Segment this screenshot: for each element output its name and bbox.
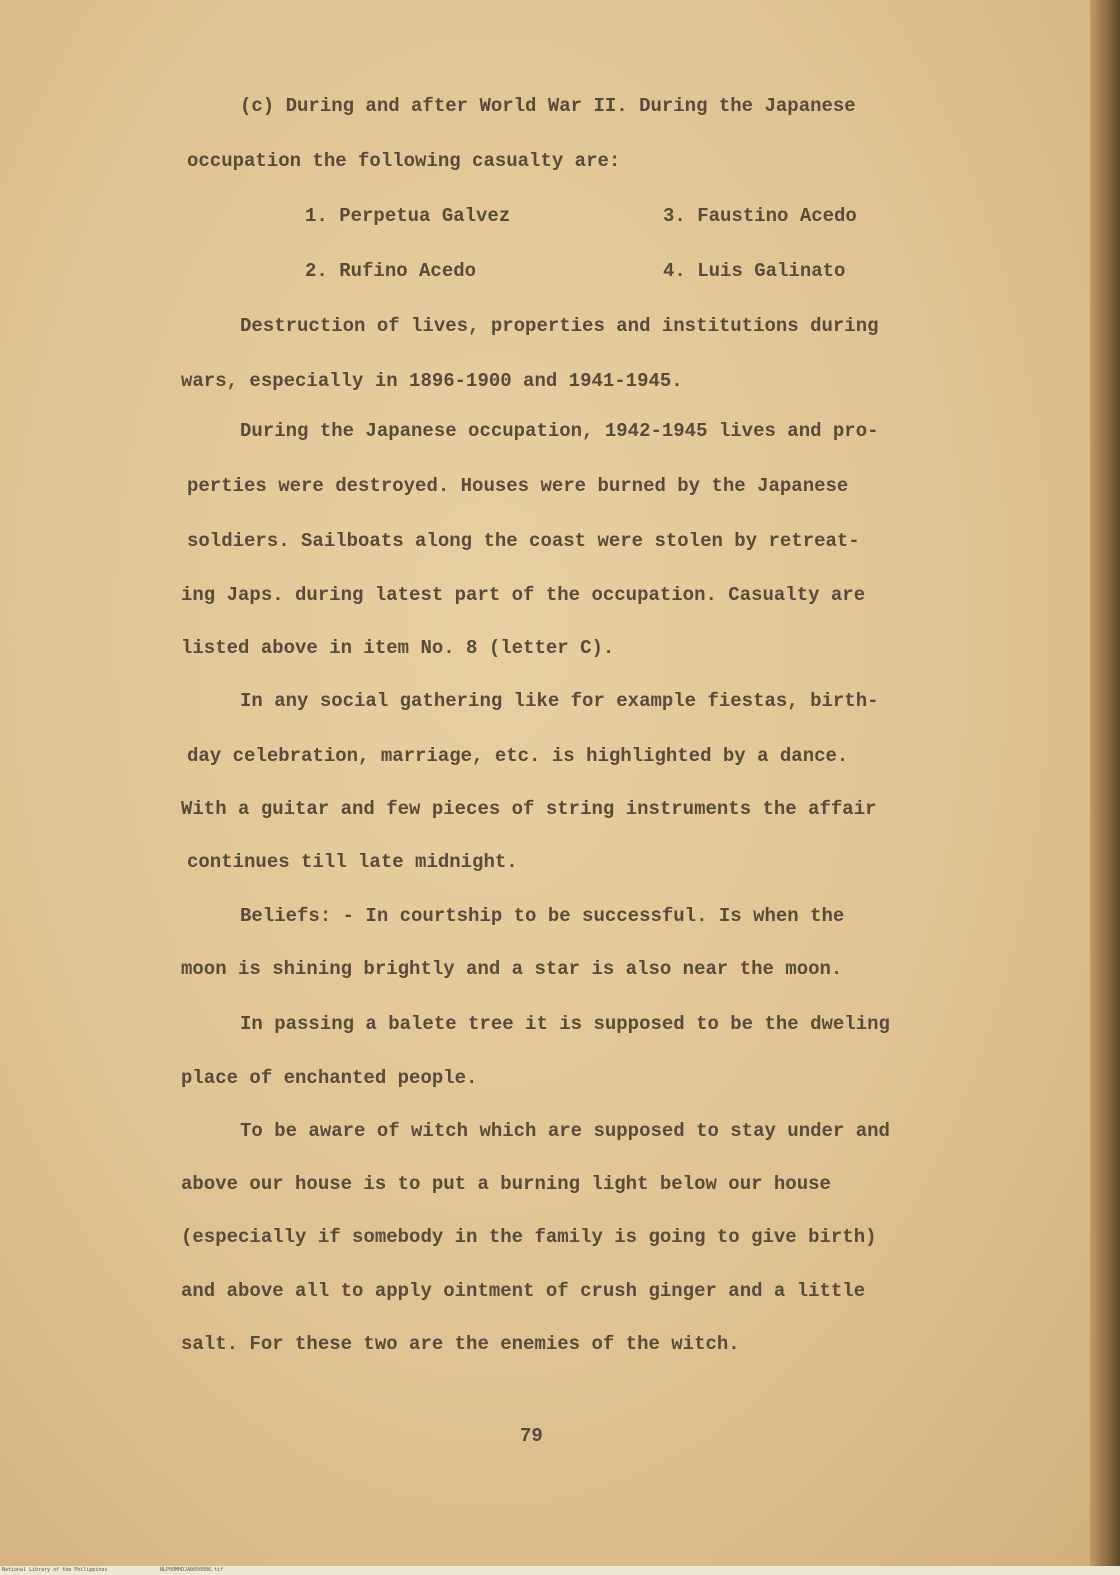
paragraph-c-line-2: occupation the following casualty are: [187, 150, 621, 172]
occupation-line: soldiers. Sailboats along the coast were stolen by retreat- [187, 530, 860, 552]
witch-line: salt. For these two are the enemies of the witch. [181, 1333, 740, 1355]
beliefs-line: moon is shining brightly and a star is also near the moon. [181, 958, 843, 980]
destruction-line-1: Destruction of lives, properties and institutions during [240, 315, 879, 337]
witch-line: (especially if somebody in the family is going to give birth) [181, 1226, 877, 1248]
beliefs-line: Beliefs: - In courtship to be successful. Is when the [240, 905, 845, 927]
witch-line: above our house is to put a burning light below our house [181, 1173, 831, 1195]
destruction-line-2: wars, especially in 1896-1900 and 1941-1945. [181, 370, 683, 392]
casualty-item-1: 1. Perpetua Galvez [305, 205, 511, 227]
paragraph-c-line-1: (c) During and after World War II. During the Japanese [240, 95, 856, 117]
occupation-line: perties were destroyed. Houses were burned by the Japanese [187, 475, 849, 497]
footer-left-text: National Library of the Philippines [2, 1567, 108, 1573]
casualty-item-2: 2. Rufino Acedo [305, 260, 477, 282]
page-number: 79 [520, 1425, 543, 1447]
casualty-item-4: 4. Luis Galinato [663, 260, 846, 282]
casualty-item-3: 3. Faustino Acedo [663, 205, 857, 227]
footer-right-text: NLP00MHDJAB050086.tif [160, 1567, 224, 1573]
occupation-line: ing Japs. during latest part of the occupation. Casualty are [181, 584, 866, 606]
witch-line: To be aware of witch which are supposed to stay under and [240, 1120, 890, 1142]
occupation-line: During the Japanese occupation, 1942-1945 lives and pro- [240, 420, 879, 442]
balete-line: place of enchanted people. [181, 1067, 478, 1089]
book-spine [1090, 0, 1120, 1566]
social-line: continues till late midnight. [187, 851, 518, 873]
witch-line: and above all to apply ointment of crush ginger and a little [181, 1280, 866, 1302]
social-line: In any social gathering like for example fiestas, birth- [240, 690, 879, 712]
occupation-line: listed above in item No. 8 (letter C). [181, 637, 615, 659]
social-line: day celebration, marriage, etc. is highlighted by a dance. [187, 745, 849, 767]
scan-footer [0, 1566, 1120, 1575]
balete-line: In passing a balete tree it is supposed to be the dweling [240, 1013, 890, 1035]
bleed-through-texture [240, 60, 1000, 960]
social-line: With a guitar and few pieces of string instruments the affair [181, 798, 877, 820]
